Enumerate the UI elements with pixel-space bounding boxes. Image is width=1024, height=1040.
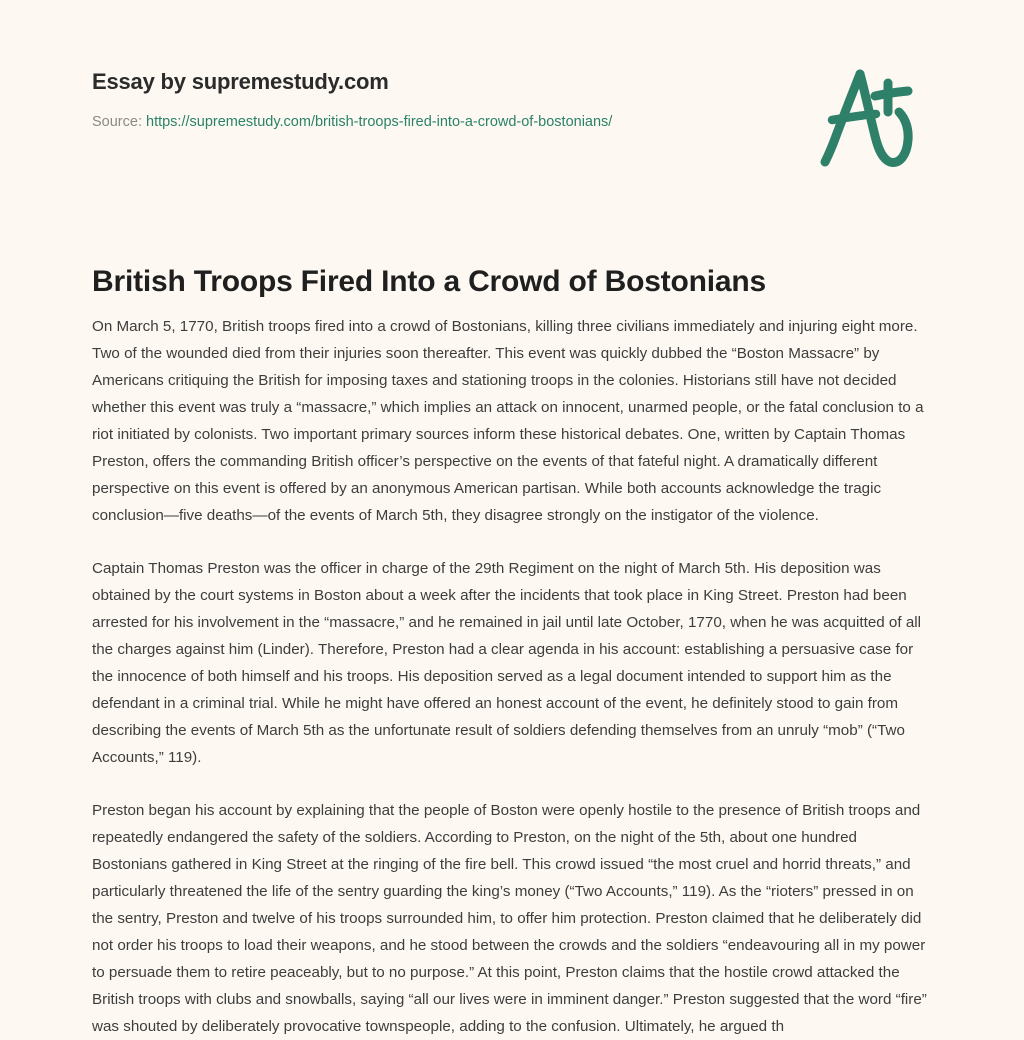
page-title: British Troops Fired Into a Crowd of Bostonians xyxy=(92,265,766,299)
source-url-link[interactable]: https://supremestudy.com/british-troops-fired-into-a-crowd-of-bostonians/ xyxy=(146,114,613,130)
page-header xyxy=(92,68,932,132)
article-paragraph: On March 5, 1770, British troops fired into a crowd of Bostonians, killing three civilians immediately and injuring eight more. Two of the wounded died from their injuries soon thereafter. This event was quickly dubbed the “Boston Massacre” by Americans critiquing the British for imposing taxes and stationing troops in the colonies. Historians still have not decided whether this event was truly a “massacre,” which implies an attack on innocent, unarmed people, or the fatal conclusion to a riot initiated by colonists. Two important primary sources inform these historical debates. One, written by Captain Thomas Preston, offers the commanding British officer’s perspective on the events of that fateful night. A dramatically different perspective on this event is offered by an anonymous American partisan. While both accounts acknowledge the tragic conclusion—five deaths—of the events of March 5th, they disagree strongly on the instigator of the violence. xyxy=(92,318,924,524)
aplus-logo xyxy=(812,58,922,173)
article-paragraph: Captain Thomas Preston was the officer in charge of the 29th Regiment on the night of March 5th. His deposition was obtained by the court systems in Boston about a week after the incidents that took place in King Street. Preston had been arrested for his involvement in the “massacre,” and he remained in jail until late October, 1770, when he was acquitted of all the charges against him (Linder). Therefore, Preston had a clear agenda in his account: establishing a persuasive case for the innocence of both himself and his troops. His deposition served as a legal document intended to support him as the defendant in a criminal trial. While he might have offered an honest account of the event, he definitely stood to gain from describing the events of March 5th as the unfortunate result of soldiers defending themselves from an unruly “mob” (“Two Accounts,” 119). xyxy=(92,560,922,766)
brand-attribution: Essay by supremestudy.com xyxy=(92,69,389,94)
source-line xyxy=(92,112,932,132)
article-paragraph: Preston began his account by explaining that the people of Boston were openly hostile to the presence of British troops and repeatedly endangered the safety of the soldiers. According to Preston, on the night of the 5th, about one hundred Bostonians gathered in King Street at the ringing of the fire bell. This crowd issued “the most cruel and horrid threats,” and particularly threatened the life of the sentry guarding the king’s money (“Two Accounts,” 119). As the “rioters” pressed in on the sentry, Preston and twelve of his troops surrounded him, to offer him protection. Preston claimed that he deliberately did not order his troops to load their weapons, and he stood between the crowds and the soldiers “endeavouring all in my power to persuade them to retire peaceably, but to no purpose.” At this point, Preston claims that the hostile crowd attacked the British troops with clubs and snowballs, saying “all our lives were in imminent danger.” Preston suggested that the word “fire” was shouted by deliberately provocative townspeople, adding to the confusion. Ultimately, he argued th xyxy=(92,802,927,1035)
aplus-logo-icon xyxy=(812,58,922,173)
article-body xyxy=(92,313,934,1040)
source-label: Source: xyxy=(92,114,146,130)
